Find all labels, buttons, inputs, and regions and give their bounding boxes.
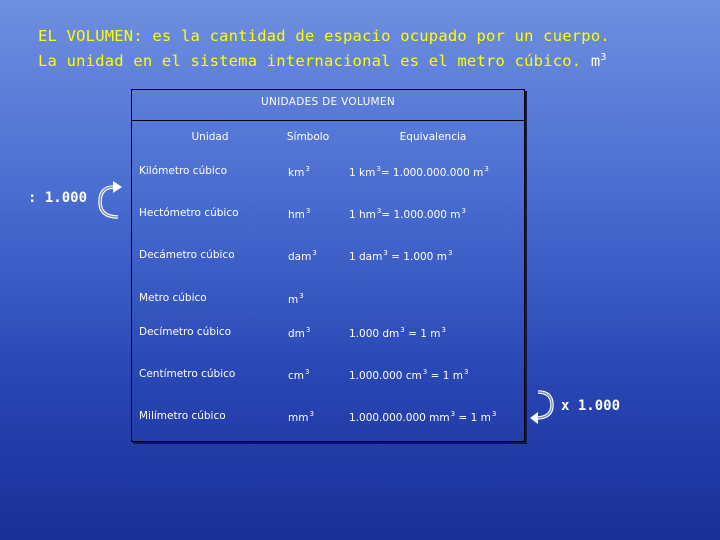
symbol-exponent: 3 xyxy=(299,292,304,300)
curved-arrow-up-icon xyxy=(94,180,126,224)
heading-unit-exponent: 3 xyxy=(600,52,607,63)
divide-factor-label: : 1.000 xyxy=(28,190,88,206)
symbol-exponent: 3 xyxy=(305,207,311,215)
equivalence-right-exponent: 3 xyxy=(463,368,469,376)
equivalence-left: 1.000 dm xyxy=(349,328,400,340)
unit-symbol-cell xyxy=(288,165,310,179)
equivalence-cell xyxy=(349,410,496,424)
equivalence-cell xyxy=(349,368,468,382)
curved-arrow-down-icon xyxy=(528,385,560,427)
symbol-text: dm xyxy=(288,328,305,340)
symbol-exponent: 3 xyxy=(305,165,310,173)
symbol-text: km xyxy=(288,167,305,179)
column-header-simbolo: Símbolo xyxy=(286,131,330,143)
column-header-unidad: Unidad xyxy=(191,131,229,143)
unit-name-cell: Kilómetro cúbico xyxy=(139,165,228,177)
unit-symbol-cell xyxy=(288,292,304,306)
symbol-exponent: 3 xyxy=(312,249,317,257)
equivalence-right: = 1.000 m xyxy=(387,251,447,263)
unit-name-cell: Metro cúbico xyxy=(139,292,207,304)
symbol-exponent: 3 xyxy=(305,368,310,376)
heading-unit-base: m xyxy=(590,52,601,70)
unit-symbol-cell xyxy=(288,249,317,263)
unit-name-cell: Decímetro cúbico xyxy=(139,326,232,338)
equivalence-cell xyxy=(349,326,446,340)
equivalence-right: = 1 m xyxy=(455,412,491,424)
equivalence-cell xyxy=(349,249,452,263)
equivalence-right-exponent: 3 xyxy=(484,165,489,173)
equivalence-right: = 1.000.000 m xyxy=(381,209,461,221)
equivalence-right: = 1 m xyxy=(427,370,463,382)
equivalence-left-exponent: 3 xyxy=(422,368,428,376)
unit-name-cell: Hectómetro cúbico xyxy=(139,207,239,219)
symbol-text: dam xyxy=(288,251,312,263)
heading-unit xyxy=(591,52,607,70)
equivalence-left-exponent: 3 xyxy=(383,249,388,257)
unit-symbol-cell xyxy=(288,326,310,340)
equivalence-cell xyxy=(349,207,466,221)
unit-symbol-cell xyxy=(288,410,314,424)
symbol-exponent: 3 xyxy=(309,410,314,418)
symbol-exponent: 3 xyxy=(305,326,311,334)
equivalence-left: 1.000.000.000 mm xyxy=(349,412,450,424)
equivalence-left: 1 hm xyxy=(349,209,376,221)
unit-name-cell: Milímetro cúbico xyxy=(139,410,226,422)
equivalence-right: = 1 m xyxy=(404,328,441,340)
equivalence-left-exponent: 3 xyxy=(400,326,405,334)
table-title: UNIDADES DE VOLUMEN xyxy=(260,96,396,108)
equivalence-left-exponent: 3 xyxy=(376,165,381,173)
unit-name-cell: Decámetro cúbico xyxy=(139,249,235,261)
equivalence-left: 1 dam xyxy=(349,251,383,263)
equivalence-right-exponent: 3 xyxy=(441,326,446,334)
equivalence-cell xyxy=(349,165,489,179)
equivalence-right-exponent: 3 xyxy=(491,410,497,418)
multiply-factor-label: x 1.000 xyxy=(561,398,621,414)
unit-symbol-cell xyxy=(288,368,309,382)
heading-line-2 xyxy=(38,47,708,72)
equivalence-right-exponent: 3 xyxy=(461,207,466,215)
symbol-text: mm xyxy=(288,412,309,424)
table-title-divider xyxy=(131,120,525,121)
symbol-text: cm xyxy=(288,370,305,382)
equivalence-right-exponent: 3 xyxy=(447,249,453,257)
equivalence-left-exponent: 3 xyxy=(376,207,382,215)
equivalence-right: = 1.000.000.000 m xyxy=(380,167,484,179)
symbol-text: hm xyxy=(288,209,305,221)
equivalence-left: 1.000.000 cm xyxy=(349,370,422,382)
equivalence-left: 1 km xyxy=(349,167,376,179)
unit-symbol-cell xyxy=(288,207,310,221)
column-header-equivalencia: Equivalencia xyxy=(399,131,467,143)
equivalence-left-exponent: 3 xyxy=(450,410,456,418)
heading-line-1: EL VOLUMEN: es la cantidad de espacio ocupado por un cuerpo. xyxy=(38,27,610,45)
page-heading xyxy=(38,26,708,72)
symbol-text: m xyxy=(288,294,299,306)
heading-line-2-text: La unidad en el sistema internacional es el metro cúbico. xyxy=(38,52,582,70)
unit-name-cell: Centímetro cúbico xyxy=(139,368,236,380)
